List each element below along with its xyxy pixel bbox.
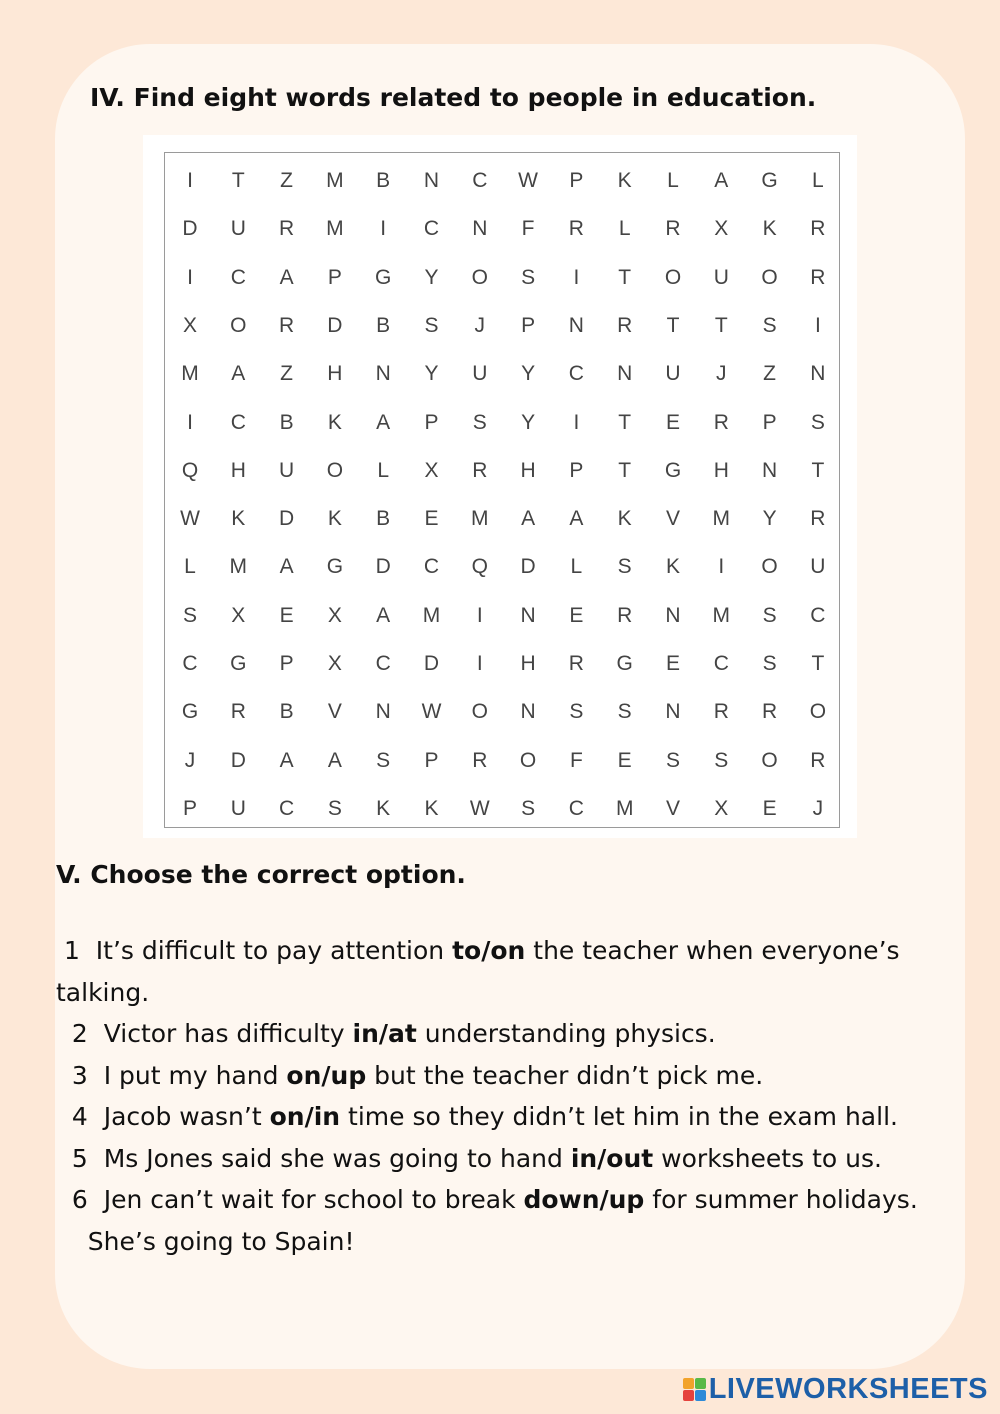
grid-letter[interactable]: K <box>617 169 632 192</box>
grid-row <box>165 785 839 833</box>
grid-row <box>165 302 839 350</box>
grid-letter[interactable]: N <box>665 700 681 724</box>
grid-letter[interactable]: I <box>814 313 821 337</box>
grid-letter[interactable]: K <box>665 555 680 579</box>
question-4 <box>56 1096 936 1138</box>
grid-row <box>165 447 839 495</box>
grid-letter[interactable]: I <box>187 169 193 192</box>
grid-letter[interactable]: Q <box>181 458 199 482</box>
grid-letter[interactable]: O <box>761 265 778 289</box>
question-number: 2 <box>71 1019 88 1048</box>
grid-letter[interactable]: L <box>618 217 631 241</box>
grid-letter[interactable]: D <box>375 555 391 579</box>
grid-letter[interactable]: R <box>617 603 633 627</box>
grid-letter[interactable]: J <box>474 313 486 337</box>
grid-letter[interactable]: H <box>520 458 536 482</box>
grid-letter[interactable]: M <box>471 507 489 531</box>
question-continuation-text: She’s going to Spain! <box>87 1226 355 1256</box>
logo-text: LIVEWORKSHEETS <box>708 1373 988 1405</box>
grid-letter[interactable]: R <box>230 700 246 724</box>
grid-letter[interactable]: F <box>521 217 535 241</box>
grid-letter[interactable]: E <box>665 652 680 675</box>
grid-letter[interactable]: P <box>521 313 536 337</box>
grid-letter[interactable]: Y <box>424 265 439 289</box>
question-1 <box>56 930 936 1013</box>
question-3 <box>56 1055 936 1097</box>
grid-letter[interactable]: U <box>230 796 246 820</box>
grid-letter[interactable]: H <box>327 362 343 386</box>
grid-letter[interactable]: R <box>810 748 826 772</box>
grid-letter[interactable]: R <box>279 313 295 337</box>
grid-letter[interactable]: N <box>617 362 633 386</box>
grid-letter[interactable]: L <box>812 169 824 192</box>
grid-letter[interactable]: M <box>326 217 344 241</box>
question-text-after: time so they didn’t let him in the exam hall. <box>340 1102 898 1131</box>
grid-letter[interactable]: F <box>569 748 583 772</box>
question-option[interactable]: to/on <box>452 936 526 965</box>
grid-letter[interactable]: M <box>229 555 248 579</box>
grid-letter[interactable]: D <box>520 555 536 579</box>
grid-letter[interactable]: S <box>810 410 825 434</box>
grid-letter[interactable]: P <box>424 410 439 434</box>
grid-letter[interactable]: Q <box>471 555 488 579</box>
grid-row <box>165 737 839 785</box>
grid-letter[interactable]: R <box>279 217 295 241</box>
grid-letter[interactable]: T <box>666 313 680 337</box>
grid-letter[interactable]: O <box>761 555 778 579</box>
grid-letter[interactable]: O <box>519 748 537 772</box>
grid-letter[interactable]: H <box>520 652 536 675</box>
grid-letter[interactable]: B <box>376 313 391 337</box>
question-option[interactable]: down/up <box>523 1185 645 1214</box>
word-search-grid <box>164 152 840 828</box>
question-option[interactable]: in/out <box>570 1143 654 1173</box>
grid-letter[interactable]: S <box>376 748 391 772</box>
grid-letter[interactable]: O <box>471 265 488 289</box>
grid-letter[interactable]: R <box>568 652 584 675</box>
grid-letter[interactable]: D <box>182 217 198 241</box>
question-5 <box>56 1138 936 1180</box>
grid-letter[interactable]: A <box>279 265 294 289</box>
grid-letter[interactable]: G <box>230 652 247 675</box>
grid-letter[interactable]: U <box>472 362 488 386</box>
grid-letter[interactable]: O <box>326 458 344 482</box>
logo-square-3 <box>683 1390 694 1401</box>
grid-letter[interactable]: X <box>424 458 439 482</box>
grid-row <box>165 399 839 447</box>
grid-letter[interactable]: S <box>762 603 777 627</box>
grid-letter[interactable]: M <box>422 603 441 627</box>
question-6-continuation <box>56 1221 936 1263</box>
grid-letter[interactable]: K <box>424 796 439 820</box>
grid-letter[interactable]: O <box>664 265 682 289</box>
grid-letter[interactable]: Z <box>763 362 776 386</box>
grid-letter[interactable]: Y <box>762 507 777 531</box>
grid-letter[interactable]: S <box>521 265 536 289</box>
grid-letter[interactable]: M <box>712 507 731 531</box>
grid-letter[interactable]: V <box>665 507 680 531</box>
grid-letter[interactable]: U <box>665 362 681 386</box>
grid-letter[interactable]: C <box>568 362 584 386</box>
grid-letter[interactable]: C <box>423 555 440 579</box>
grid-letter[interactable]: S <box>665 748 680 772</box>
grid-letter[interactable]: B <box>376 507 391 531</box>
grid-letter[interactable]: T <box>618 410 632 434</box>
grid-letter[interactable]: C <box>230 410 246 434</box>
grid-letter[interactable]: P <box>424 748 439 772</box>
grid-letter[interactable]: N <box>375 700 391 724</box>
grid-letter[interactable]: G <box>761 169 778 192</box>
question-text-after: for summer holidays. <box>644 1185 918 1214</box>
grid-letter[interactable]: I <box>573 410 580 434</box>
grid-letter[interactable]: X <box>714 796 729 820</box>
question-text-before: I put my hand <box>103 1060 287 1090</box>
grid-letter[interactable]: L <box>570 555 583 579</box>
question-6 <box>56 1179 936 1221</box>
grid-letter[interactable]: J <box>812 796 824 820</box>
grid-letter[interactable]: U <box>713 265 729 289</box>
question-text-before: Ms Jones said she was going to hand <box>103 1143 571 1173</box>
grid-letter[interactable]: H <box>713 458 729 482</box>
logo-square-2 <box>695 1378 706 1389</box>
grid-letter[interactable]: K <box>617 507 632 531</box>
grid-letter[interactable]: I <box>718 555 725 579</box>
grid-letter[interactable]: X <box>327 652 342 675</box>
grid-letter[interactable]: P <box>327 265 342 289</box>
grid-letter[interactable]: X <box>714 217 729 241</box>
question-text-before: Jen can’t wait for school to break <box>103 1185 524 1214</box>
grid-letter[interactable]: O <box>230 313 247 337</box>
grid-letter[interactable]: R <box>713 410 729 434</box>
grid-letter[interactable]: S <box>617 700 632 724</box>
grid-letter[interactable]: S <box>521 796 536 820</box>
grid-letter[interactable]: S <box>424 313 439 337</box>
question-text-after: the teacher when everyone’s talking. <box>56 936 900 1007</box>
grid-letter[interactable]: C <box>810 603 826 627</box>
grid-letter[interactable]: J <box>716 362 727 386</box>
grid-letter[interactable]: S <box>182 603 197 627</box>
grid-row <box>165 592 839 640</box>
grid-letter[interactable]: L <box>667 169 679 192</box>
grid-letter[interactable]: C <box>182 652 198 675</box>
grid-letter[interactable]: S <box>714 748 729 772</box>
liveworksheets-logo-icon <box>683 1378 706 1401</box>
grid-letter[interactable]: S <box>617 555 632 579</box>
grid-letter[interactable]: K <box>327 507 342 531</box>
question-text-after: but the teacher didn’t pick me. <box>366 1060 764 1090</box>
grid-letter[interactable]: G <box>664 458 682 482</box>
grid-letter[interactable]: P <box>569 169 584 192</box>
grid-letter[interactable]: G <box>375 265 392 289</box>
grid-letter[interactable]: V <box>665 796 680 820</box>
grid-row <box>165 640 839 688</box>
grid-letter[interactable]: R <box>713 700 729 724</box>
grid-row <box>165 205 839 253</box>
logo-square-4 <box>695 1390 706 1401</box>
grid-letter[interactable]: M <box>615 796 634 820</box>
question-list <box>56 930 936 1262</box>
grid-letter[interactable]: S <box>569 700 584 724</box>
grid-letter[interactable]: R <box>810 217 826 241</box>
question-number: 6 <box>71 1185 88 1214</box>
question-number: 4 <box>71 1102 88 1131</box>
grid-letter[interactable]: N <box>375 362 391 386</box>
question-text-before: Jacob wasn’t <box>103 1102 270 1131</box>
question-option[interactable]: on/up <box>286 1060 367 1090</box>
grid-letter[interactable]: I <box>187 410 193 434</box>
grid-letter[interactable]: N <box>762 458 778 482</box>
grid-letter[interactable]: A <box>376 410 391 434</box>
grid-letter[interactable]: K <box>762 217 777 241</box>
question-option[interactable]: on/in <box>269 1102 341 1131</box>
grid-row <box>165 157 839 205</box>
question-text-after: worksheets to us. <box>653 1143 882 1173</box>
grid-letter[interactable]: M <box>712 603 731 627</box>
grid-letter[interactable]: N <box>568 313 584 337</box>
grid-letter[interactable]: T <box>811 458 825 482</box>
grid-letter[interactable]: B <box>376 169 391 192</box>
grid-letter[interactable]: O <box>471 700 488 724</box>
grid-letter[interactable]: E <box>569 603 584 627</box>
grid-letter[interactable]: H <box>230 458 246 482</box>
logo-square-1 <box>683 1378 694 1389</box>
grid-letter[interactable]: D <box>423 652 440 675</box>
grid-letter[interactable]: N <box>520 700 536 724</box>
grid-letter[interactable]: J <box>184 748 196 772</box>
grid-letter[interactable]: S <box>762 313 777 337</box>
grid-letter[interactable]: U <box>279 458 295 482</box>
grid-letter[interactable]: W <box>518 169 538 192</box>
grid-letter[interactable]: A <box>569 507 584 531</box>
grid-letter[interactable]: R <box>472 458 488 482</box>
grid-letter[interactable]: X <box>327 603 342 627</box>
question-number: 1 <box>63 936 80 965</box>
grid-letter[interactable]: C <box>472 169 488 192</box>
grid-letter[interactable]: R <box>568 217 584 241</box>
grid-letter[interactable]: R <box>810 265 826 289</box>
grid-letter[interactable]: A <box>279 555 294 579</box>
grid-letter[interactable]: R <box>472 748 488 772</box>
liveworksheets-logo <box>683 1373 988 1406</box>
question-text-after: understanding physics. <box>416 1019 716 1048</box>
grid-letter[interactable]: C <box>279 796 295 820</box>
grid-letter[interactable]: C <box>423 217 440 241</box>
grid-row <box>165 254 839 302</box>
grid-letter[interactable]: Z <box>280 362 293 386</box>
question-option[interactable]: in/at <box>352 1019 417 1048</box>
grid-letter[interactable]: Y <box>521 362 536 386</box>
grid-letter[interactable]: A <box>231 362 246 386</box>
grid-letter[interactable]: M <box>326 169 344 192</box>
grid-letter[interactable]: W <box>469 796 490 820</box>
grid-letter[interactable]: R <box>617 313 633 337</box>
grid-letter[interactable]: N <box>423 169 440 192</box>
exercise-v-title: V. Choose the correct option. <box>56 860 466 889</box>
grid-letter[interactable]: B <box>279 700 294 724</box>
grid-letter[interactable]: C <box>713 652 729 675</box>
grid-letter[interactable]: W <box>421 700 442 724</box>
grid-letter[interactable]: A <box>714 169 729 192</box>
grid-row <box>165 350 839 398</box>
grid-letter[interactable]: S <box>472 410 487 434</box>
grid-letter[interactable]: R <box>665 217 681 241</box>
grid-letter[interactable]: C <box>375 652 391 675</box>
grid-letter[interactable]: L <box>377 458 390 482</box>
grid-letter[interactable]: G <box>616 652 633 675</box>
grid-letter[interactable]: N <box>472 217 488 241</box>
grid-row <box>165 543 839 591</box>
grid-letter[interactable]: R <box>762 700 778 724</box>
grid-letter[interactable]: I <box>380 217 387 241</box>
grid-letter[interactable]: I <box>476 652 483 675</box>
grid-letter[interactable]: E <box>762 796 777 820</box>
grid-letter[interactable]: A <box>327 748 342 772</box>
question-text-before: Victor has difficulty <box>103 1019 353 1048</box>
grid-letter[interactable]: Z <box>280 169 293 192</box>
grid-letter[interactable]: A <box>521 507 536 531</box>
grid-letter[interactable]: A <box>376 603 391 627</box>
question-text-before: It’s difficult to pay attention <box>95 936 453 965</box>
question-number: 5 <box>71 1143 88 1173</box>
grid-letter[interactable]: I <box>573 265 580 289</box>
grid-letter[interactable]: S <box>327 796 342 820</box>
grid-letter[interactable]: K <box>231 507 246 531</box>
grid-letter[interactable]: W <box>180 507 200 531</box>
grid-letter[interactable]: D <box>230 748 246 772</box>
grid-letter[interactable]: X <box>182 313 197 337</box>
grid-letter[interactable]: B <box>279 410 294 434</box>
grid-letter[interactable]: V <box>327 700 342 724</box>
grid-letter[interactable]: S <box>762 652 777 675</box>
grid-letter[interactable]: P <box>279 652 294 675</box>
grid-letter[interactable]: I <box>476 603 483 627</box>
grid-letter[interactable]: N <box>665 603 681 627</box>
grid-letter[interactable]: G <box>181 700 199 724</box>
grid-letter[interactable]: R <box>810 507 826 531</box>
grid-letter[interactable]: L <box>184 555 196 579</box>
grid-row <box>165 495 839 543</box>
grid-letter[interactable]: T <box>618 265 632 289</box>
grid-letter[interactable]: T <box>231 169 245 192</box>
grid-letter[interactable]: O <box>761 748 778 772</box>
grid-letter[interactable]: Y <box>424 362 439 386</box>
grid-letter[interactable]: P <box>762 410 777 434</box>
exercise-iv-title: IV. Find eight words related to people in education. <box>90 83 817 112</box>
grid-letter[interactable]: C <box>230 265 246 289</box>
grid-letter[interactable]: P <box>182 796 197 820</box>
grid-letter[interactable]: U <box>810 555 826 579</box>
question-2 <box>56 1013 936 1055</box>
grid-letter[interactable]: T <box>618 458 632 482</box>
grid-letter[interactable]: O <box>809 700 827 724</box>
grid-letter[interactable]: Y <box>521 410 536 434</box>
grid-letter[interactable]: E <box>424 507 439 531</box>
grid-letter[interactable]: U <box>230 217 246 241</box>
grid-letter[interactable]: K <box>327 410 342 434</box>
question-number: 3 <box>71 1060 88 1090</box>
grid-letter[interactable]: E <box>665 410 680 434</box>
grid-letter[interactable]: E <box>617 748 632 772</box>
grid-letter[interactable]: D <box>279 507 295 531</box>
grid-letter[interactable]: K <box>376 796 391 820</box>
grid-letter[interactable]: N <box>810 362 826 386</box>
grid-letter[interactable]: T <box>714 313 728 337</box>
grid-letter[interactable]: P <box>569 458 584 482</box>
grid-letter[interactable]: E <box>279 603 294 627</box>
grid-letter[interactable]: X <box>231 603 246 627</box>
grid-letter[interactable]: G <box>326 555 344 579</box>
grid-letter[interactable]: C <box>568 796 584 820</box>
grid-letter[interactable]: I <box>187 265 193 289</box>
grid-letter[interactable]: A <box>279 748 294 772</box>
grid-letter[interactable]: D <box>327 313 343 337</box>
grid-letter[interactable]: M <box>181 362 199 386</box>
grid-row <box>165 688 839 736</box>
grid-letter[interactable]: T <box>811 652 825 675</box>
grid-letter[interactable]: N <box>520 603 536 627</box>
